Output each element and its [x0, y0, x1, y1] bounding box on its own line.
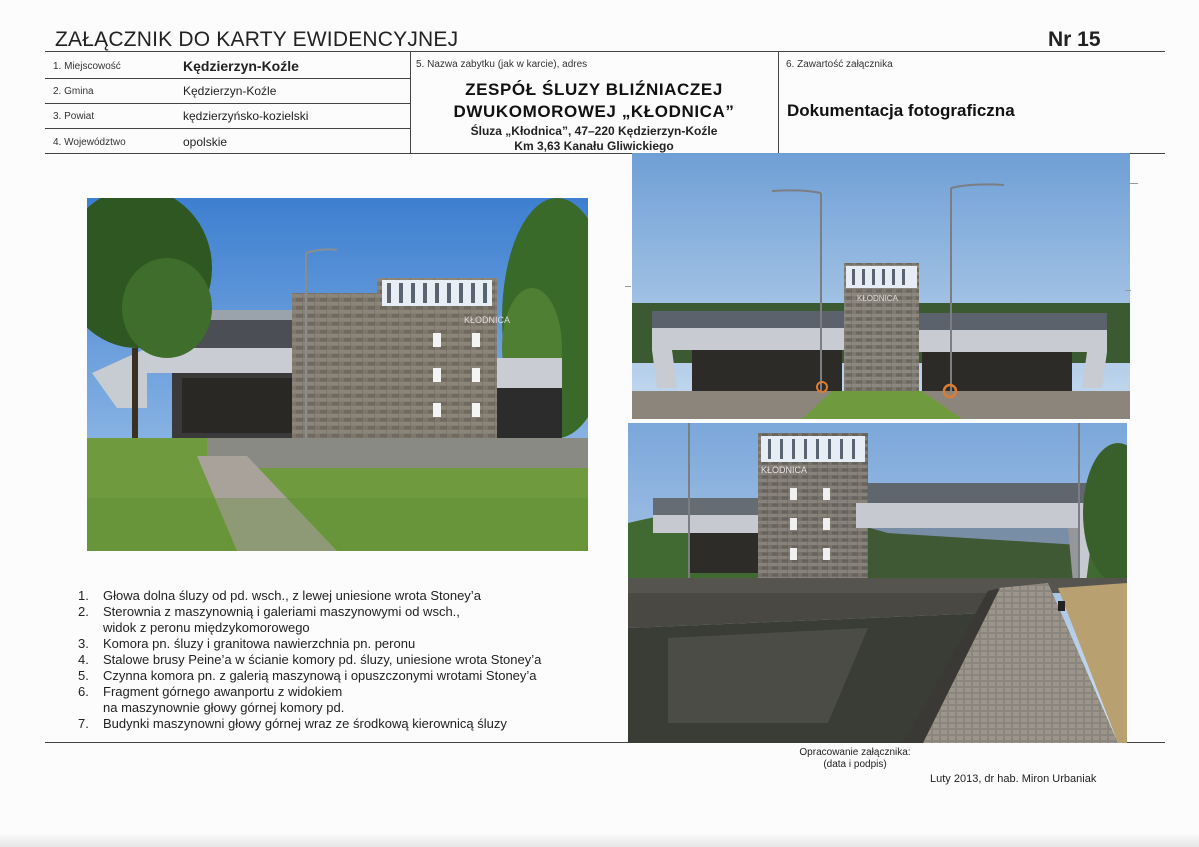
caption-number: 5. — [78, 668, 89, 683]
caption-item — [78, 684, 638, 716]
caption-number: 3. — [78, 636, 89, 651]
tower-sign-text: KŁODNICA — [464, 315, 511, 325]
caption-item — [78, 668, 638, 684]
prepared-by — [780, 747, 930, 771]
document-number: Nr 15 — [1048, 28, 1101, 51]
locality-value: Kędzierzyn-Koźle — [183, 58, 299, 74]
footer-rule-right — [1127, 742, 1165, 743]
monument-name-line2: DWUKOMOROWEJ „KŁODNICA” — [453, 102, 735, 121]
signature-line: Luty 2013, dr hab. Miron Urbaniak — [930, 773, 1097, 785]
caption-number: 7. — [78, 716, 89, 731]
caption-text: Stalowe brusy Peine’a w ścianie komory pd. śluzy, uniesione wrota Stoney’a — [103, 652, 542, 667]
scan-mark — [625, 286, 631, 287]
scan-mark — [1130, 183, 1138, 184]
document-title: ZAŁĄCZNIK DO KARTY EWIDENCYJNEJ — [55, 28, 459, 51]
voivodeship-value: opolskie — [183, 135, 228, 149]
caption-number: 6. — [78, 684, 89, 699]
photo-captions — [78, 588, 638, 732]
caption-item — [78, 588, 638, 604]
page-edge — [0, 833, 1199, 847]
monument-label: 5. Nazwa zabytku (jak w karcie), adres — [416, 59, 588, 70]
contents-label: 6. Zawartość załącznika — [786, 59, 893, 70]
caption-item — [78, 604, 638, 636]
row-divider-3 — [45, 128, 410, 129]
column-divider-2 — [778, 51, 779, 153]
caption-text-continued: widok z peronu międzykomorowego — [103, 620, 310, 635]
contents-value: Dokumentacja fotograficzna — [787, 101, 1015, 120]
prepared-by-hint: (data i podpis) — [823, 759, 887, 770]
caption-text: Sterownia z maszynownią i galeriami maszynowymi od wsch., — [103, 604, 460, 619]
caption-text: Budynki maszynowni głowy górnej wraz ze środkową kierownicą śluzy — [103, 716, 507, 731]
voivodeship-label: 4. Województwo — [53, 137, 126, 148]
photo-lock-chamber-north — [628, 423, 1127, 743]
footer-rule-left — [45, 742, 628, 743]
monument-name-line1: ZESPÓŁ ŚLUZY BLIŹNIACZEJ — [465, 80, 723, 99]
caption-item — [78, 652, 638, 668]
photo-control-room-east — [632, 153, 1130, 419]
row-divider-1 — [45, 78, 410, 79]
tower-sign-text-3: KŁODNICA — [761, 465, 808, 475]
header-rule — [45, 51, 1165, 52]
caption-number: 2. — [78, 604, 89, 619]
commune-value: Kędzierzyn-Koźle — [183, 84, 277, 98]
monument-address-line2: Km 3,63 Kanału Gliwickiego — [514, 139, 674, 153]
commune-label: 2. Gmina — [53, 86, 94, 97]
caption-number: 4. — [78, 652, 89, 667]
county-value: kędzierzyńsko-kozielski — [183, 109, 309, 123]
prepared-by-label: Opracowanie załącznika: — [799, 747, 911, 758]
monument-address-line1: Śluza „Kłodnica”, 47–220 Kędzierzyn-Koźle — [470, 124, 718, 138]
caption-item — [78, 636, 638, 652]
caption-text-continued: na maszynownie głowy górnej komory pd. — [103, 700, 345, 715]
caption-text: Czynna komora pn. z galerią maszynową i opuszczonymi wrotami Stoney’a — [103, 668, 537, 683]
caption-text: Głowa dolna śluzy od pd. wsch., z lewej uniesione wrota Stoney’a — [103, 588, 481, 603]
caption-text: Komora pn. śluzy i granitowa nawierzchnia pn. peronu — [103, 636, 416, 651]
tower-sign-text-2: KŁODNICA — [857, 294, 898, 303]
county-label: 3. Powiat — [53, 111, 95, 122]
caption-item — [78, 716, 638, 732]
scan-mark — [1125, 290, 1131, 291]
locality-label: 1. Miejscowość — [53, 61, 121, 72]
photo-lock-lower-head — [87, 198, 588, 551]
caption-text: Fragment górnego awanportu z widokiem — [103, 684, 343, 699]
caption-number: 1. — [78, 588, 89, 603]
row-divider-2 — [45, 103, 410, 104]
